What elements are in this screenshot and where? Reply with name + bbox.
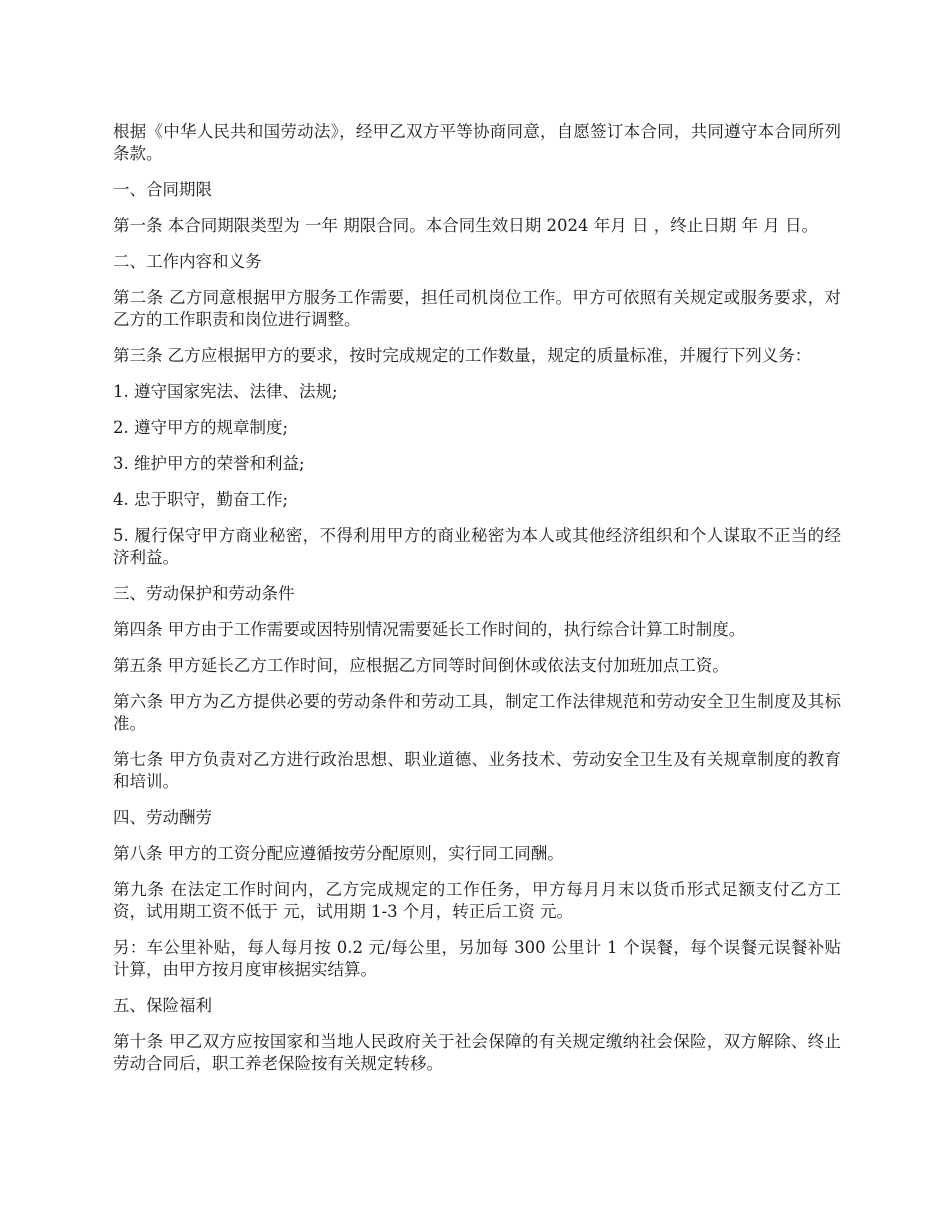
obligation-item-5: 5. 履行保守甲方商业秘密，不得利用甲方的商业秘密为本人或其他经济组织和个人谋取不正当的经济利益。 — [113, 526, 841, 567]
intro-paragraph: 根据《中华人民共和国劳动法》，经甲乙双方平等协商同意，自愿签订本合同，共同遵守本合同所列条款。 — [113, 122, 841, 163]
article-10: 第十条 甲乙双方应按国家和当地人民政府关于社会保障的有关规定缴纳社会保险，双方解除、终止劳动合同后，职工养老保险按有关规定转移。 — [113, 1032, 841, 1073]
article-4: 第四条 甲方由于工作需要或因特别情况需要延长工作时间的，执行综合计算工时制度。 — [113, 620, 746, 639]
article-2: 第二条 乙方同意根据甲方服务工作需要，担任司机岗位工作。甲方可依照有关规定或服务要求，对乙方的工作职责和岗位进行调整。 — [113, 288, 841, 329]
obligation-item-1: 1. 遵守国家宪法、法律、法规; — [113, 382, 338, 401]
article-1: 第一条 本合同期限类型为 一年 期限合同。本合同生效日期 2024 年月 日 ，终止日期 年 月 日。 — [113, 216, 818, 235]
article-5: 第五条 甲方延长乙方工作时间，应根据乙方同等时间倒休或依法支付加班加点工资。 — [113, 656, 729, 675]
section-heading-labor-protection: 三、劳动保护和劳动条件 — [113, 584, 295, 603]
article-7: 第七条 甲方负责对乙方进行政治思想、职业道德、业务技术、劳动安全卫生及有关规章制度的教育和培训。 — [113, 750, 841, 791]
section-heading-remuneration: 四、劳动酬劳 — [113, 808, 212, 827]
article-9: 第九条 在法定工作时间内，乙方完成规定的工作任务，甲方每月月末以货币形式足额支付乙方工资，试用期工资不低于 元，试用期 1-3 个月，转正后工资 元。 — [113, 880, 841, 921]
obligation-item-2: 2. 遵守甲方的规章制度; — [113, 418, 289, 437]
obligation-item-3: 3. 维护甲方的荣誉和利益; — [113, 454, 305, 473]
obligation-item-4: 4. 忠于职守，勤奋工作; — [113, 490, 289, 509]
article-8: 第八条 甲方的工资分配应遵循按劳分配原则，实行同工同酬。 — [113, 844, 564, 863]
document-body — [113, 121, 841, 1089]
section-heading-work-content: 二、工作内容和义务 — [113, 252, 262, 271]
section-heading-insurance: 五、保险福利 — [113, 996, 212, 1015]
article-6: 第六条 甲方为乙方提供必要的劳动条件和劳动工具，制定工作法律规范和劳动安全卫生制度及其标准。 — [113, 692, 841, 733]
article-3: 第三条 乙方应根据甲方的要求，按时完成规定的工作数量，规定的质量标准，并履行下列义务： — [113, 346, 812, 365]
section-heading-contract-term: 一、合同期限 — [113, 180, 212, 199]
mileage-subsidy-note: 另：车公里补贴，每人每月按 0.2 元/每公里，另加每 300 公里计 1 个误餐，每个误餐元误餐补贴计算，由甲方按月度审核据实结算。 — [113, 938, 841, 979]
